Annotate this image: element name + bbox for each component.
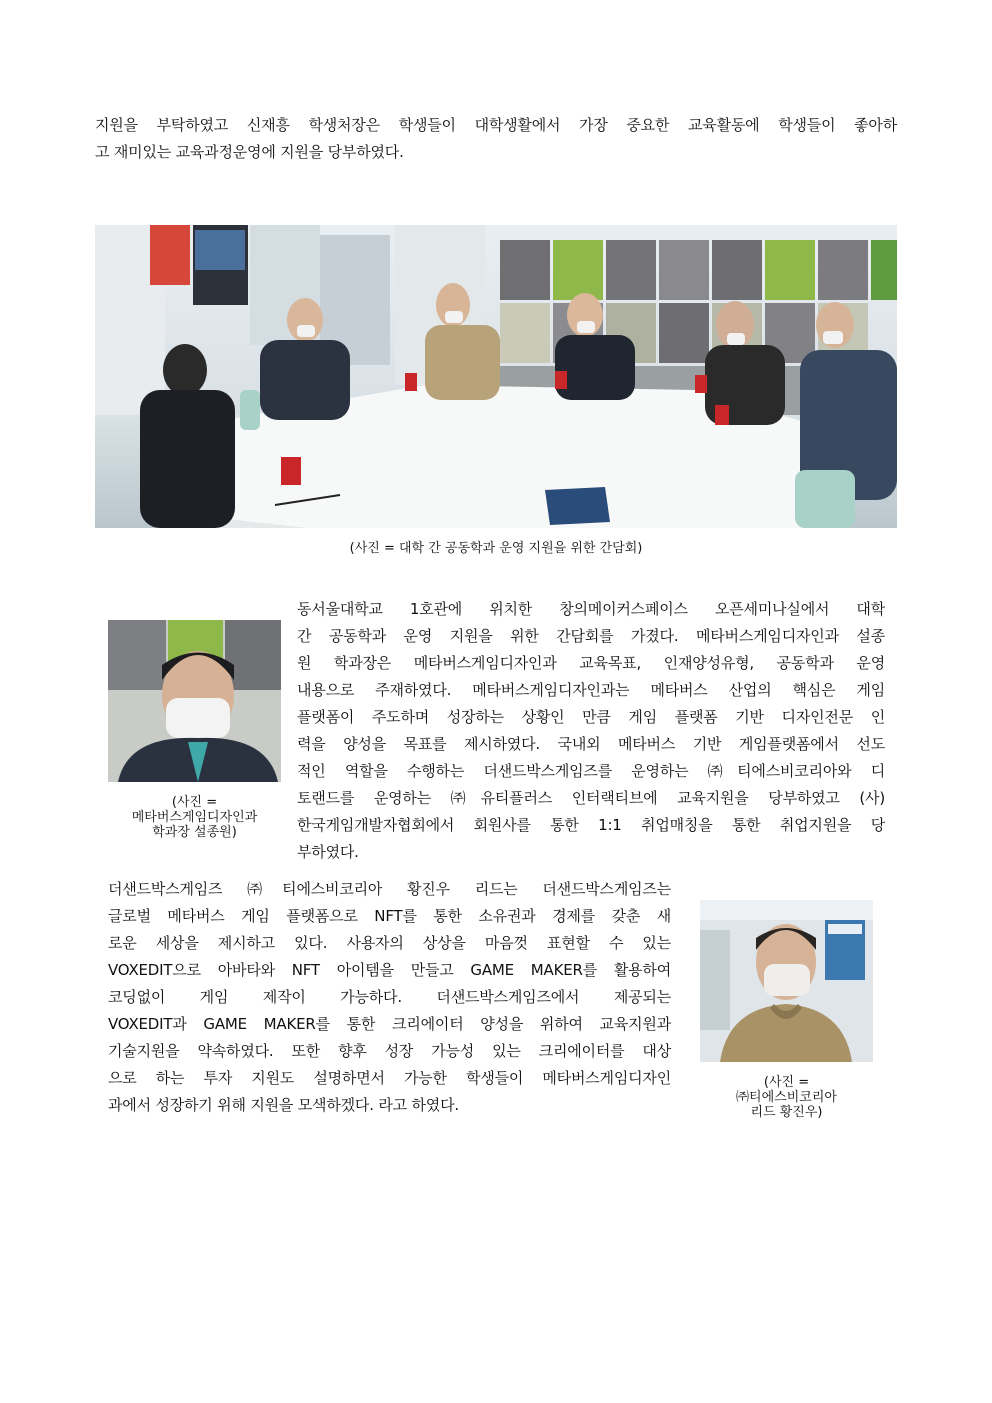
- portrait-photo-department-head: [108, 620, 281, 782]
- text-line: 동서울대학교 1호관에 위치한 창의메이커스페이스 오픈세미나실에서 대학: [297, 600, 885, 618]
- portrait-caption-department-head: [108, 795, 281, 840]
- caption-line: 학과장 설종원): [152, 825, 237, 840]
- text-line: 글로벌 메타버스 게임 플랫폼으로 NFT를 통한 소유권과 경제를 갖춘 새: [108, 907, 671, 925]
- text-line: 토랜드를 운영하는 ㈜유티플러스 인터랙티브에 교육지원을 당부하였고 (사): [297, 789, 885, 807]
- text-line: 으로 하는 투자 지원도 설명하면서 가능한 학생들이 메타버스게임디자인: [108, 1069, 671, 1087]
- text-line: 기술지원을 약속하였다. 또한 향후 성장 가능성 있는 크리에이터를 대상: [108, 1042, 671, 1060]
- text-line: 더샌드박스게임즈 ㈜티에스비코리아 황진우 리드는 더샌드박스게임즈는: [108, 880, 671, 898]
- text-line: 지원을 부탁하였고 신재흥 학생처장은 학생들이 대학생활에서 가장 중요한 교육활동에 학생들이 좋아하: [95, 116, 897, 134]
- text-line: 고 재미있는 교육과정운영에 지원을 당부하였다.: [95, 143, 404, 161]
- text-line: 간 공동학과 운영 지원을 위한 간담회를 가졌다. 메타버스게임디자인과 설종: [297, 627, 885, 645]
- text-line: 과에서 성장하기 위해 지원을 모색하겠다. 라고 하였다.: [108, 1096, 459, 1114]
- caption-line: 메타버스게임디자인과: [131, 810, 258, 825]
- section1-paragraph: [297, 596, 885, 866]
- intro-paragraph: [95, 112, 897, 166]
- text-line: 적인 역할을 수행하는 더샌드박스게임즈를 운영하는 ㈜티에스비코리아와 디: [297, 762, 885, 780]
- text-line: 원 학과장은 메타버스게임디자인과 교육목표, 인재양성유형, 공동학과 운영: [297, 654, 885, 672]
- text-line: VOXEDIT과 GAME MAKER를 통한 크리에이터 양성을 위하여 교육지원과: [108, 1015, 671, 1033]
- text-line: 로운 세상을 제시하고 있다. 사용자의 상상을 마음껏 표현할 수 있는: [108, 934, 671, 952]
- caption-line: (사진 =: [763, 1075, 810, 1090]
- text-line: VOXEDIT으로 아바타와 NFT 아이템을 만들고 GAME MAKER를 활용하여: [108, 961, 671, 979]
- text-line: 코딩없이 게임 제작이 가능하다. 더샌드박스게임즈에서 제공되는: [108, 988, 671, 1006]
- caption-line: 리드 황진우): [750, 1105, 823, 1120]
- section2-paragraph: [108, 876, 671, 1119]
- text-line: 내용으로 주재하였다. 메타버스게임디자인과는 메타버스 산업의 핵심은 게임: [297, 681, 885, 699]
- caption-line: (사진 =: [171, 795, 218, 810]
- portrait-caption-lead: [700, 1075, 873, 1120]
- meeting-photo-caption: (사진 = 대학 간 공동학과 운영 지원을 위한 간담회): [349, 541, 643, 556]
- text-line: 플랫폼이 주도하며 성장하는 상황인 만큼 게임 플랫폼 기반 디자인전문 인: [297, 708, 885, 726]
- text-line: 부하였다.: [297, 843, 359, 861]
- meeting-photo: [95, 225, 897, 528]
- text-line: 력을 양성을 목표를 제시하였다. 국내외 메타버스 기반 게임플랫폼에서 선도: [297, 735, 885, 753]
- portrait-photo-lead: [700, 900, 873, 1062]
- text-line: 한국게임개발자협회에서 회원사를 통한 1:1 취업매칭을 통한 취업지원을 당: [297, 816, 885, 834]
- caption-line: ㈜티에스비코리아: [736, 1090, 837, 1105]
